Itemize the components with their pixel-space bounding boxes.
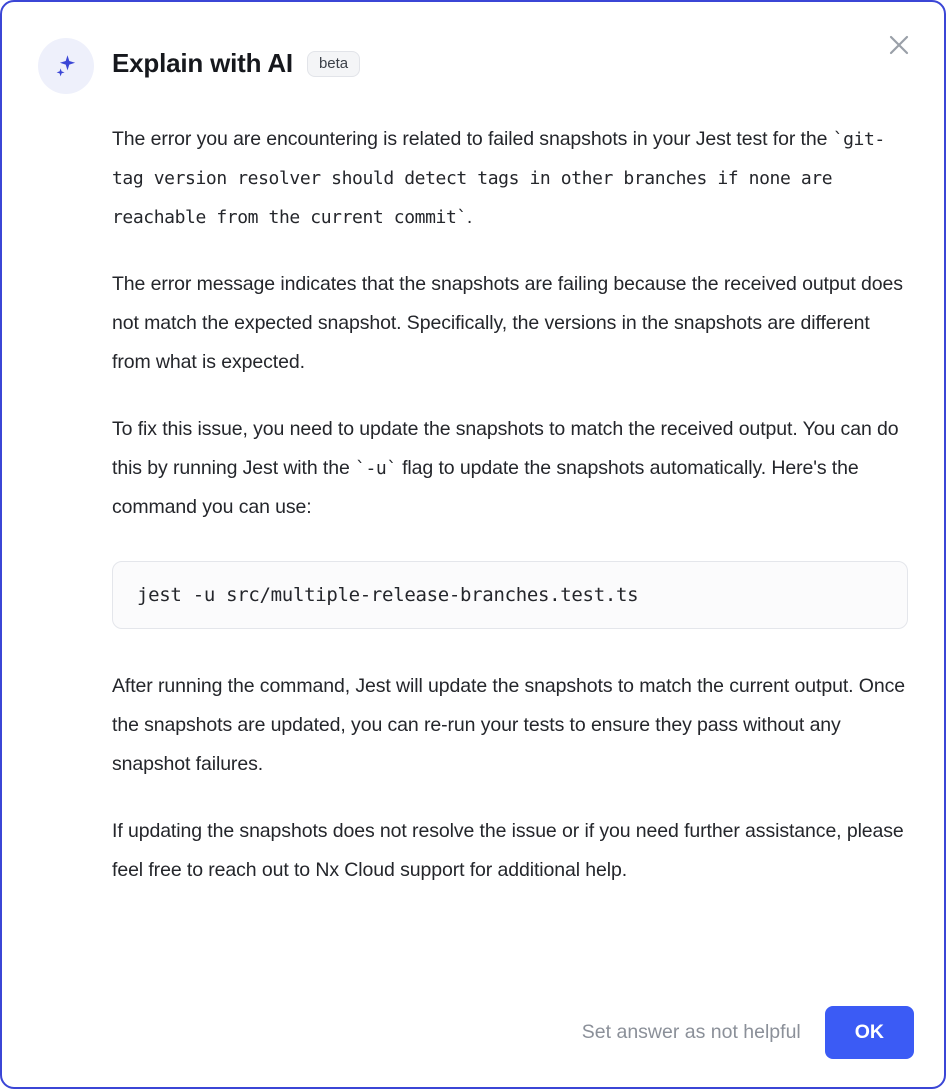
paragraph-3 xyxy=(112,410,908,527)
paragraph-5: If updating the snapshots does not resolve the issue or if you need further assistance, please feel free to reach out to Nx Cloud support for additional help. xyxy=(112,820,904,881)
close-icon[interactable] xyxy=(884,30,914,60)
sparkles-icon xyxy=(38,38,94,94)
paragraph-1-text-b: . xyxy=(466,206,473,228)
ok-button[interactable]: OK xyxy=(825,1006,914,1059)
answer-body xyxy=(112,120,908,890)
paragraph-1-text-a: The error you are encountering is related to failed snapshots in your Jest test for the xyxy=(112,128,833,150)
paragraph-1 xyxy=(112,120,908,237)
paragraph-3-text-a: To fix this issue, you need to update the snapshots to match the received output. You can do this by running Jest with the xyxy=(112,418,899,479)
sparkles-icon-glyph xyxy=(51,51,81,81)
dialog-header xyxy=(32,28,914,94)
paragraph-1-inline-code: `git-tag version resolver should detect tags in other branches if none are reachable from the current commit` xyxy=(112,129,885,228)
page-title: Explain with AI xyxy=(112,48,293,78)
code-block-content: jest -u src/multiple-release-branches.test.ts xyxy=(137,584,639,606)
paragraph-4: After running the command, Jest will update the snapshots to match the current output. Once the snapshots are updated, you can re-run your tests to ensure they pass without any snapshot failures. xyxy=(112,675,906,775)
dialog-inner xyxy=(2,2,944,1087)
title-row xyxy=(112,48,360,79)
paragraph-3-inline-code: `-u` xyxy=(355,458,397,479)
dialog-footer xyxy=(582,1006,914,1059)
status-badge: beta xyxy=(307,51,360,77)
close-icon-glyph xyxy=(886,32,912,58)
set-answer-not-helpful-button[interactable]: Set answer as not helpful xyxy=(581,1021,801,1043)
paragraph-3-text-b: flag to update the snapshots automatically. Here's the command you can use: xyxy=(112,457,859,518)
code-block xyxy=(112,561,908,629)
paragraph-2: The error message indicates that the snapshots are failing because the received output does not match the expected snapshot. Specifically, the versions in the snapshots are different from what is expected. xyxy=(112,273,903,373)
